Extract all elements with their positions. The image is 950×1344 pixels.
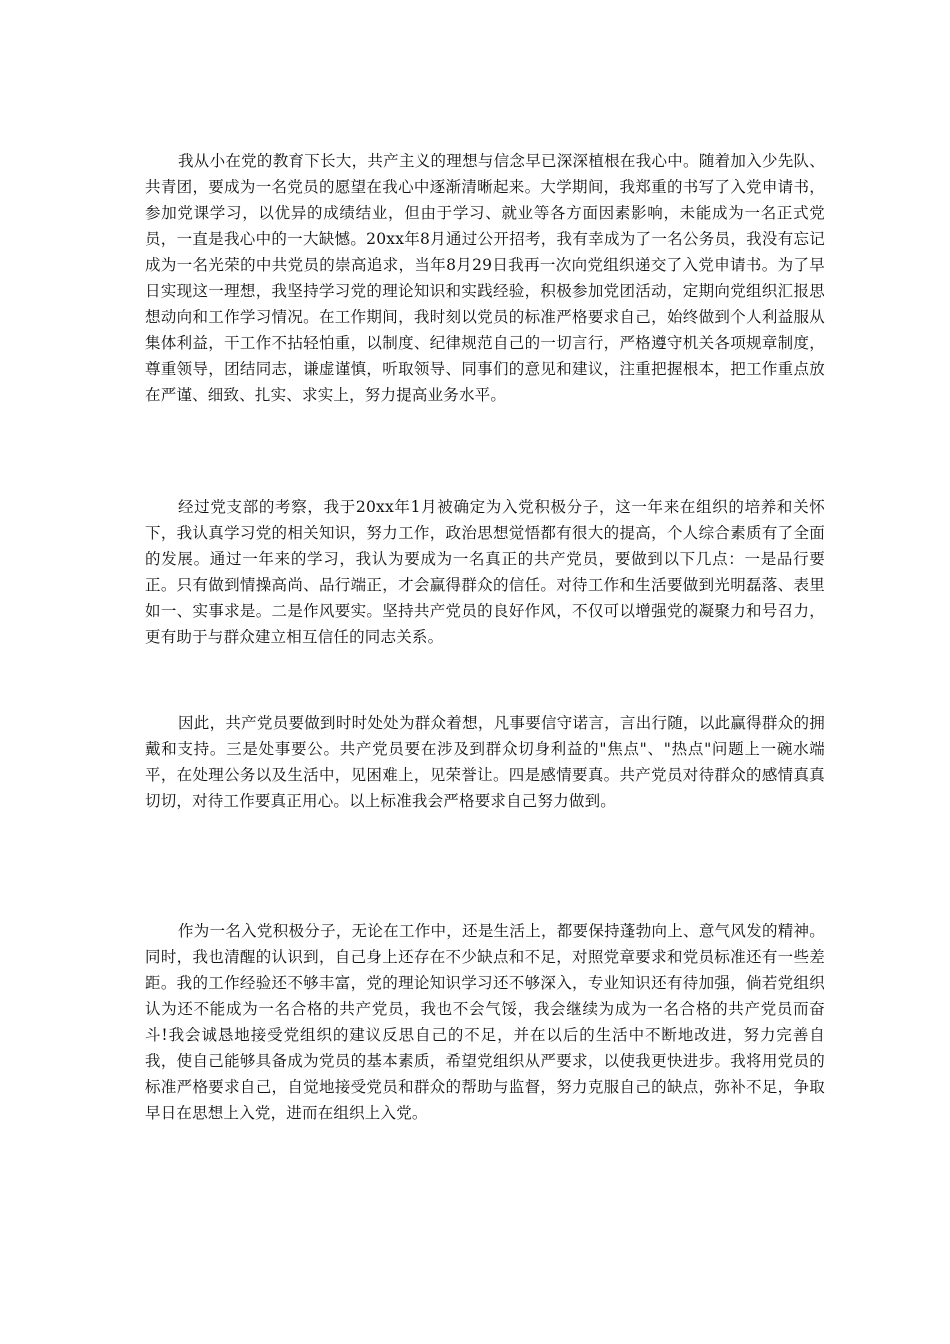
paragraph-2: 经过党支部的考察，我于20xx年1月被确定为入党积极分子，这一年来在组织的培养和关怀下，我认真学习党的相关知识，努力工作，政治思想觉悟都有很大的提高，个人综合素质有了全面的发展。通过一年来的学习，我认为要成为一名真正的共产党员，要做到以下几点：一是品行要正。只有做到情操高尚、品行端正，才会赢得群众的信任。对待工作和生活要做到光明磊落、表里如一、实事求是。二是作风要实。坚持共产党员的良好作风，不仅可以增强党的凝聚力和号召力，更有助于与群众建立相互信任的同志关系。 [145, 498, 825, 646]
paragraph-4: 作为一名入党积极分子，无论在工作中，还是生活上，都要保持蓬勃向上、意气风发的精神。同时，我也清醒的认识到，自己身上还存在不少缺点和不足，对照党章要求和党员标准还有一些差距。我的工作经验还不够丰富，党的理论知识学习还不够深入，专业知识还有待加强，倘若党组织认为还不能成为一名合格的共产党员，我也不会气馁，我会继续为成为一名合格的共产党员而奋斗!我会诚恳地接受党组织的建议反思自己的不足，并在以后的生活中不断地改进，努力完善自我，使自己能够具备成为党员的基本素质，希望党组织从严要求，以使我更快进步。我将用党员的标准严格要求自己，自觉地接受党员和群众的帮助与监督，努力克服自己的缺点，弥补不足，争取早日在思想上入党，进而在组织上入党。 [145, 922, 825, 1122]
paragraph-1: 我从小在党的教育下长大，共产主义的理想与信念早已深深植根在我心中。随着加入少先队、共青团，要成为一名党员的愿望在我心中逐渐清晰起来。大学期间，我郑重的书写了入党申请书，参加党课学习，以优异的成绩结业，但由于学习、就业等各方面因素影响，未能成为一名正式党员，一直是我心中的一大缺憾。20xx年8月通过公开招考，我有幸成为了一名公务员，我没有忘记成为一名光荣的中共党员的崇高追求，当年8月29日我再一次向党组织递交了入党申请书。为了早日实现这一理想，我坚持学习党的理论知识和实践经验，积极参加党团活动，定期向党组织汇报思想动向和工作学习情况。在工作期间，我时刻以党员的标准严格要求自己，始终做到个人利益服从集体利益，干工作不拈轻怕重，以制度、纪律规范自己的一切言行，严格遵守机关各项规章制度，尊重领导，团结同志，谦虚谨慎，听取领导、同事们的意见和建议，注重把握根本，把工作重点放在严谨、细致、扎实、求实上，努力提高业务水平。 [145, 152, 825, 404]
paragraph-3: 因此，共产党员要做到时时处处为群众着想，凡事要信守诺言，言出行随，以此赢得群众的拥戴和支持。三是处事要公。共产党员要在涉及到群众切身利益的"焦点"、"热点"问题上一碗水端平，在处理公务以及生活中，见困难上，见荣誉让。四是感情要真。共产党员对待群众的感情真真切切，对待工作要真正用心。以上标准我会严格要求自己努力做到。 [145, 714, 825, 810]
